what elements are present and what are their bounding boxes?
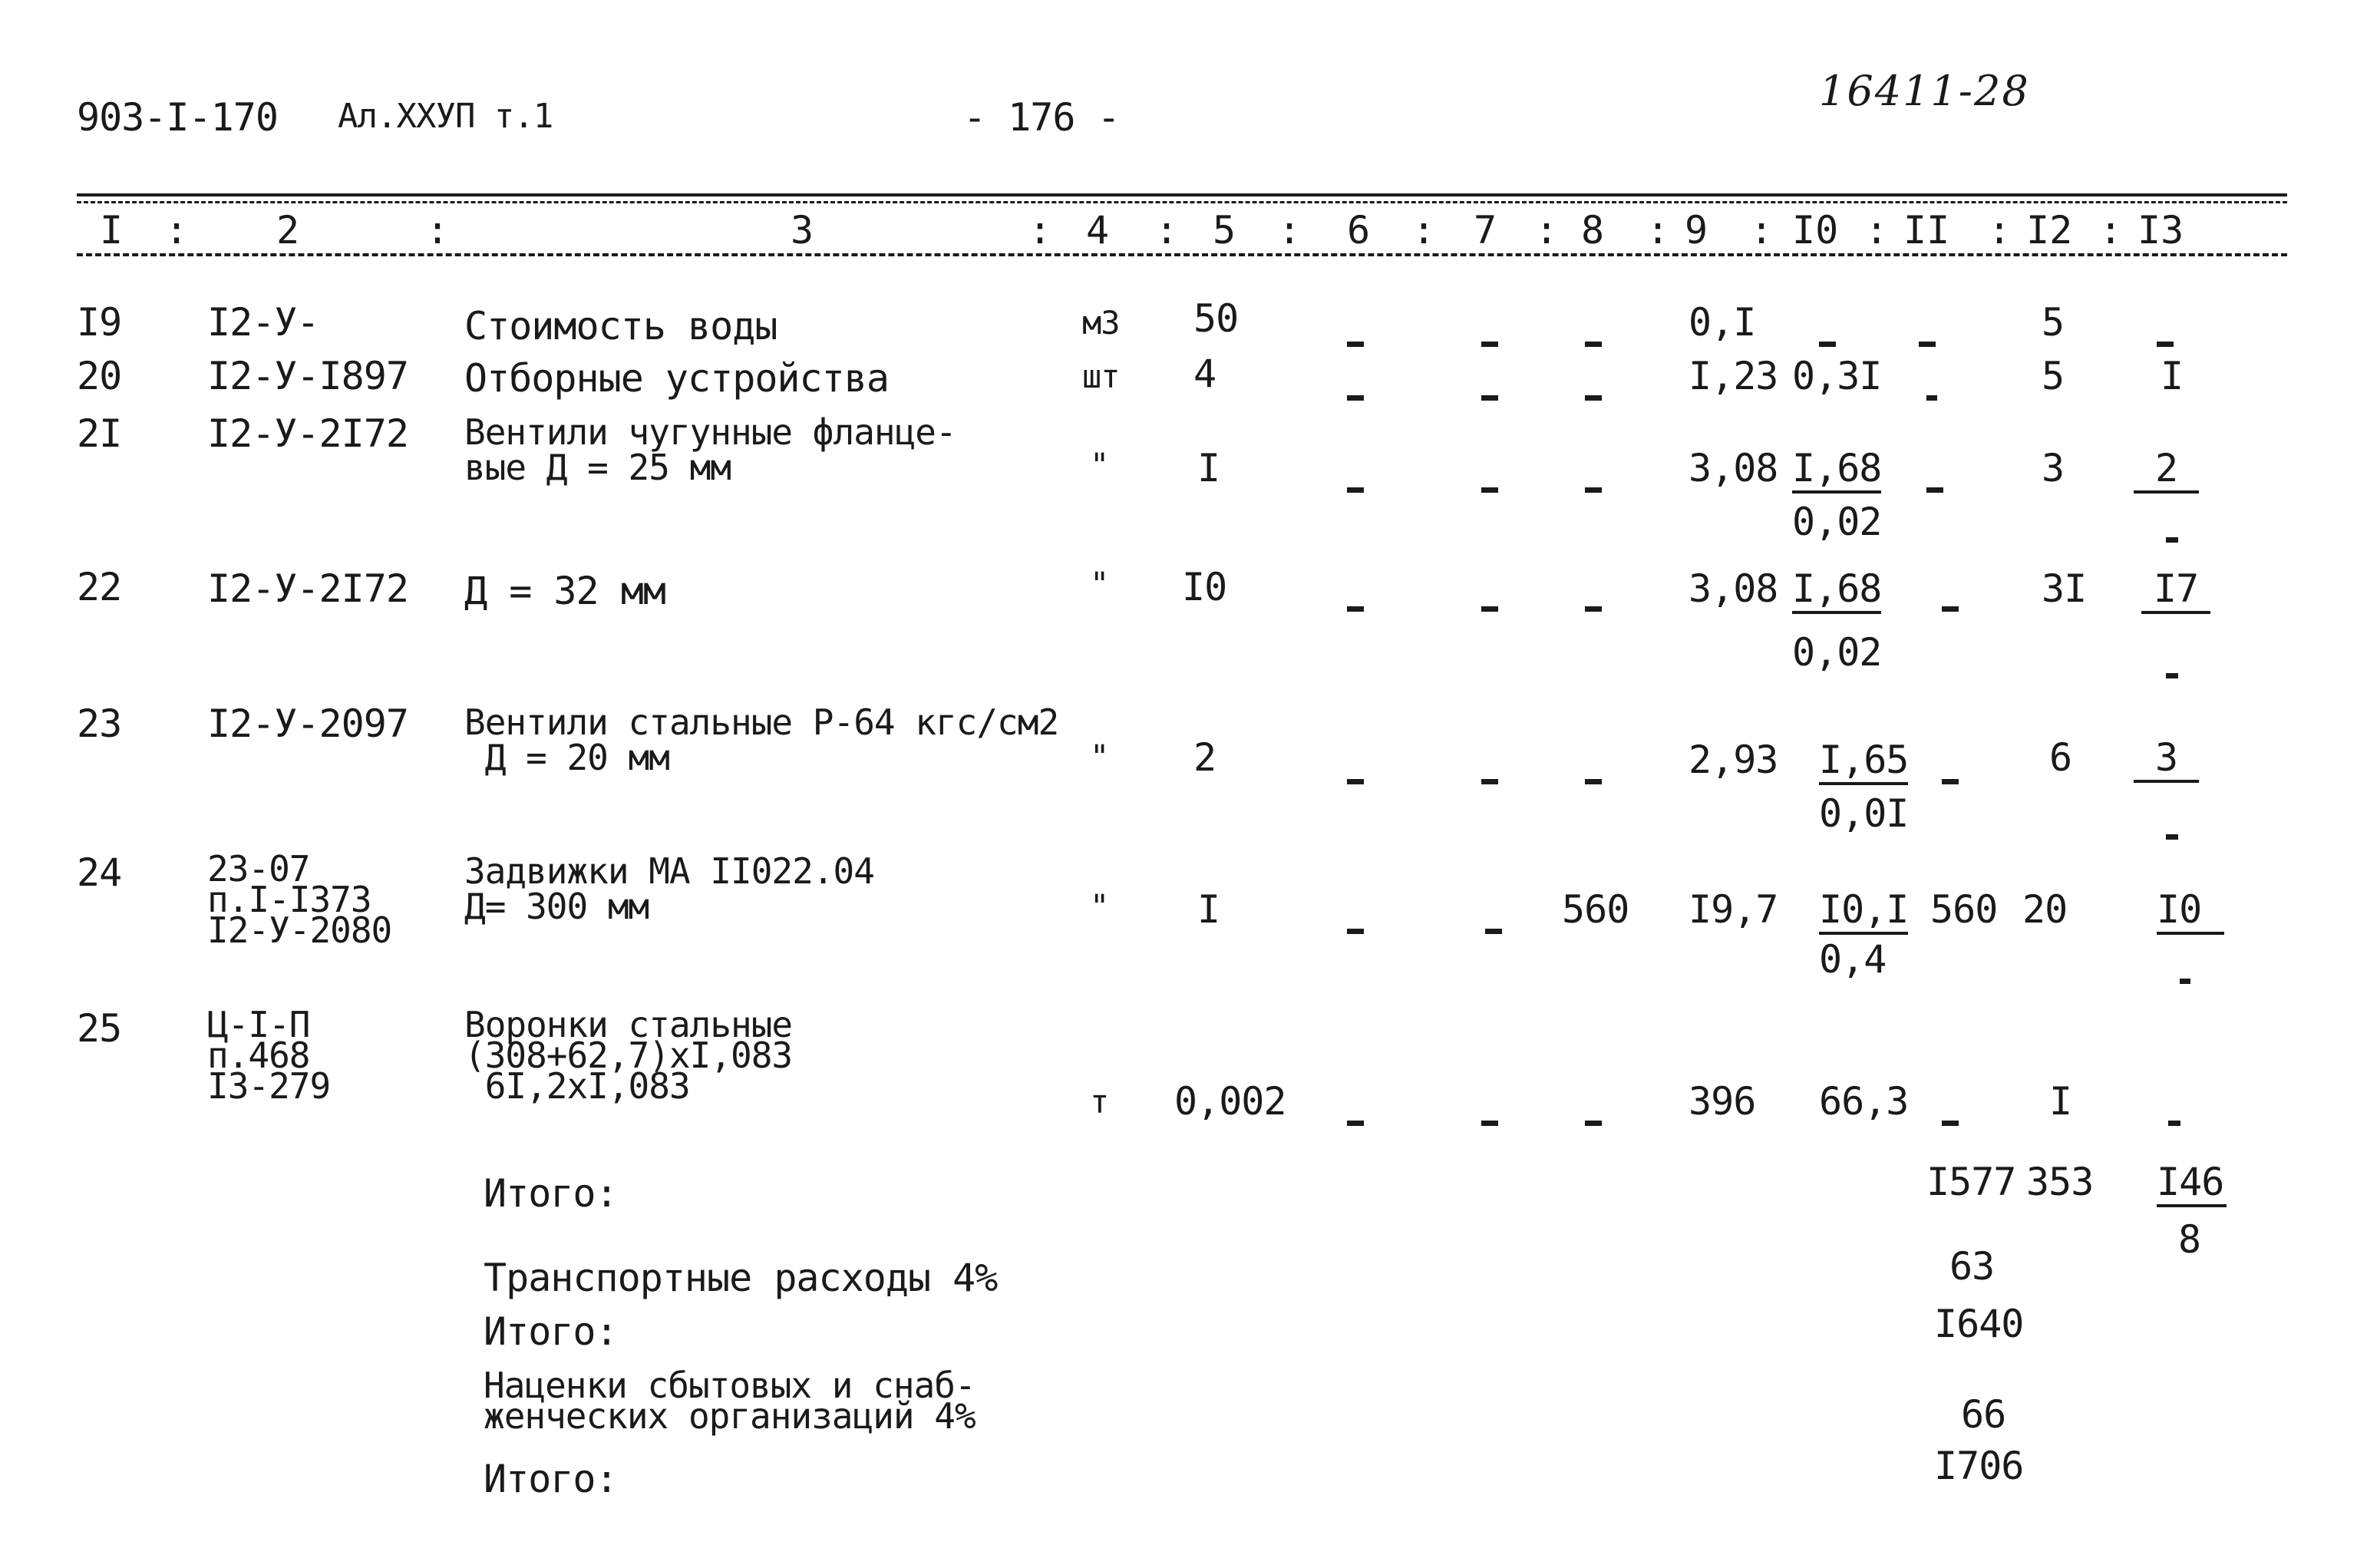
row-name: Стоимость воды — [464, 304, 777, 348]
col-header-11: II — [1903, 208, 1950, 253]
row-name: Вентили чугунные фланце- вые Д = 25 мм — [464, 411, 956, 488]
total-col12: 353 — [2026, 1160, 2094, 1204]
col-header-1: I — [100, 208, 124, 253]
row-col8: 560 — [1562, 887, 1629, 932]
col-header-12: I2 — [2026, 208, 2073, 253]
dash-icon — [1347, 1101, 1364, 1140]
row-number: 20 — [77, 354, 122, 398]
col-header-3: 3 — [791, 208, 814, 253]
row-number: I9 — [77, 300, 122, 345]
row-col12: 5 — [2042, 354, 2065, 398]
top-rule — [77, 193, 2287, 196]
total-col13-denominator: 8 — [2178, 1217, 2201, 1262]
row-col12: 3I — [2042, 566, 2087, 611]
col-separator: : — [165, 208, 189, 253]
row-name: Отборные устройства — [464, 356, 889, 401]
col-separator: : — [1988, 208, 2012, 253]
row-col10 — [1819, 887, 1909, 935]
row-col9: I,23 — [1689, 354, 1778, 398]
col10-numerator: I,65 — [1819, 741, 1908, 785]
row-quantity: 2 — [1193, 735, 1216, 780]
dash-icon — [1585, 376, 1602, 414]
row-number: 23 — [77, 701, 122, 746]
total-col11: I577 — [1926, 1160, 2016, 1204]
col-header-6: 6 — [1347, 208, 1371, 253]
subtotal-label: Итого: — [484, 1309, 618, 1354]
col-header-5: 5 — [1213, 208, 1236, 253]
col-header-9: 9 — [1685, 208, 1708, 253]
col-separator: : — [1412, 208, 1436, 253]
row-col10: 66,3 — [1819, 1079, 1909, 1124]
col13-numerator: 2 — [2134, 449, 2199, 494]
row-col9: 3,08 — [1689, 566, 1778, 611]
col-separator: : — [1750, 208, 1774, 253]
row-quantity: 4 — [1193, 352, 1216, 396]
row-col13 — [2141, 566, 2210, 614]
row-col13 — [2157, 887, 2224, 935]
row-col10 — [1792, 566, 1882, 614]
row-unit: " — [1090, 565, 1109, 602]
grand-total-value: I706 — [1934, 1444, 2024, 1488]
row-number: 22 — [77, 565, 122, 609]
row-col12: 5 — [2042, 300, 2065, 345]
row-unit: т — [1090, 1083, 1109, 1121]
col-separator: : — [1535, 208, 1559, 253]
row-unit: " — [1090, 887, 1109, 925]
col-header-7: 7 — [1474, 208, 1497, 253]
total-label: Итого: — [484, 1171, 618, 1216]
col-header-4: 4 — [1086, 208, 1110, 253]
dash-icon — [1585, 468, 1602, 507]
dash-icon — [2168, 1101, 2180, 1140]
grand-total-label: Итого: — [484, 1457, 618, 1501]
total-col13-numerator: I46 — [2157, 1163, 2227, 1207]
dash-icon — [1481, 1101, 1498, 1140]
row-col10-denominator: 0,02 — [1792, 500, 1882, 544]
dash-icon — [1942, 587, 1959, 626]
row-col9: 2,93 — [1689, 738, 1778, 782]
row-unit: шт — [1082, 358, 1120, 395]
row-quantity: I0 — [1182, 565, 1227, 609]
row-col10-denominator: 0,4 — [1819, 937, 1887, 982]
col-header-13: I3 — [2137, 208, 2184, 253]
col-separator: : — [1865, 208, 1889, 253]
total-col13 — [2157, 1160, 2227, 1207]
row-code: 23-07 п.I-I373 I2-У-2080 — [207, 848, 392, 951]
col-header-8: 8 — [1581, 208, 1605, 253]
dash-icon — [1481, 322, 1498, 361]
dash-icon — [1919, 322, 1936, 361]
top-rule-dashed — [77, 201, 2287, 203]
row-col11: 560 — [1930, 887, 1998, 932]
row-code: I2-У-2097 — [207, 701, 408, 746]
transport-label: Транспортные расходы 4% — [484, 1256, 998, 1300]
dash-icon — [1585, 760, 1602, 798]
row-code: I2-У-2I72 — [207, 566, 408, 611]
header-underline — [77, 253, 2287, 256]
transport-value: 63 — [1949, 1244, 1995, 1289]
row-col9: I9,7 — [1689, 887, 1778, 932]
dash-icon — [1942, 1101, 1959, 1140]
row-col10 — [1819, 738, 1909, 785]
dash-icon — [2166, 654, 2178, 692]
document-code: 903-I-170 — [77, 95, 278, 140]
row-col10: 0,3I — [1792, 354, 1882, 398]
row-col12: 20 — [2022, 887, 2068, 932]
row-name: Воронки стальные (308+62,7)хI,083 6I,2хI,083 — [464, 1004, 793, 1107]
row-number: 2I — [77, 411, 122, 456]
col-separator: : — [1155, 208, 1179, 253]
row-unit: м3 — [1082, 304, 1120, 342]
dash-icon — [2166, 815, 2178, 853]
dash-icon — [2166, 518, 2178, 556]
col-header-10: I0 — [1792, 208, 1839, 253]
col-separator: : — [1028, 208, 1052, 253]
col-separator: : — [1278, 208, 1302, 253]
dash-icon — [1585, 587, 1602, 626]
dash-icon — [1585, 1101, 1602, 1140]
row-code: Ц-I-П п.468 I3-279 — [207, 1004, 331, 1107]
row-quantity: I — [1197, 446, 1220, 490]
row-number: 25 — [77, 1006, 122, 1051]
dash-icon — [1481, 468, 1498, 507]
dash-icon — [1347, 322, 1364, 361]
row-name: Вентили стальные Р-64 кгс/см2 Д = 20 мм — [464, 701, 1059, 778]
dash-icon — [1481, 376, 1498, 414]
page-number: - 176 - — [963, 95, 1120, 140]
dash-icon — [2180, 959, 2190, 998]
handwritten-stamp: 16411-28 — [1819, 67, 2030, 115]
markup-label: Наценки сбытовых и снаб- женческих организаций 4% — [484, 1365, 975, 1437]
col13-numerator: I7 — [2141, 569, 2210, 614]
row-code: I2-У-I897 — [207, 354, 408, 398]
dash-icon — [1347, 909, 1364, 948]
row-col10 — [1792, 446, 1882, 494]
dash-icon — [1485, 909, 1502, 948]
row-col13 — [2134, 735, 2199, 783]
col10-numerator: I0,I — [1819, 890, 1908, 935]
row-col9: 3,08 — [1689, 446, 1778, 490]
dash-icon — [1481, 587, 1498, 626]
row-quantity: I — [1197, 887, 1220, 932]
album-reference: Ал.XXУП т.1 — [338, 97, 553, 136]
row-unit: " — [1090, 446, 1109, 484]
col-separator: : — [2099, 208, 2123, 253]
row-quantity: 0,002 — [1174, 1079, 1286, 1124]
markup-value: 66 — [1961, 1392, 2006, 1437]
row-code: I2-У-2I72 — [207, 411, 408, 456]
dash-icon — [1347, 468, 1364, 507]
row-col12: I — [2049, 1079, 2072, 1124]
subtotal-value: I640 — [1934, 1302, 2024, 1346]
col13-numerator: I0 — [2157, 890, 2224, 935]
col-separator: : — [426, 208, 450, 253]
row-col9: 0,I — [1689, 300, 1756, 345]
col10-numerator: I,68 — [1792, 569, 1881, 614]
row-unit: " — [1090, 738, 1109, 775]
row-col12: 6 — [2049, 735, 2072, 780]
dash-icon — [1347, 376, 1364, 414]
row-name: Задвижки МА II022.04 Д= 300 мм — [464, 850, 874, 927]
dash-icon — [1942, 760, 1959, 798]
col-header-2: 2 — [276, 208, 300, 253]
row-number: 24 — [77, 850, 122, 895]
dash-icon — [1481, 760, 1498, 798]
row-col12: 3 — [2042, 446, 2065, 490]
row-col13: I — [2161, 354, 2184, 398]
col-separator: : — [1646, 208, 1670, 253]
row-col10-denominator: 0,0I — [1819, 791, 1909, 836]
row-code: I2-У- — [207, 300, 319, 345]
col13-numerator: 3 — [2134, 738, 2199, 783]
row-col9: 396 — [1689, 1079, 1756, 1124]
dash-icon — [1926, 468, 1943, 507]
col10-numerator: I,68 — [1792, 449, 1881, 494]
row-name: Д = 32 мм — [464, 569, 665, 613]
dash-icon — [1585, 322, 1602, 361]
dash-icon — [1926, 376, 1937, 414]
row-quantity: 50 — [1193, 296, 1239, 341]
row-col10-denominator: 0,02 — [1792, 630, 1882, 675]
row-col13 — [2134, 446, 2199, 494]
dash-icon — [1347, 587, 1364, 626]
dash-icon — [1347, 760, 1364, 798]
